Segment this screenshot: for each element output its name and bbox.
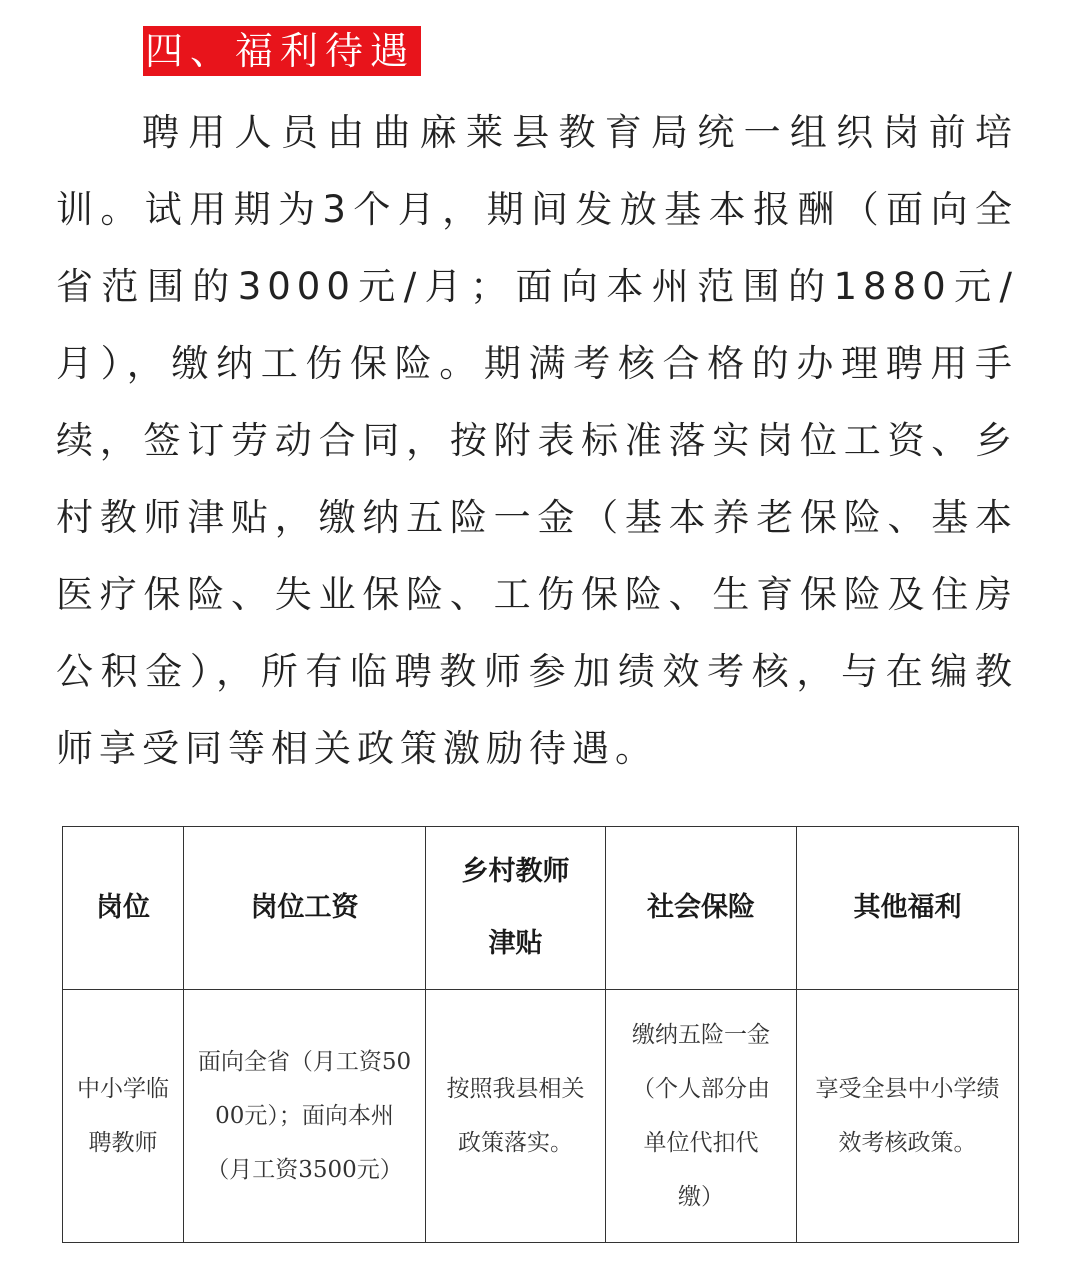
table-header-row — [63, 827, 1019, 990]
header-social-insurance: 社会保险 — [606, 827, 797, 990]
section-heading: 四、福利待遇 — [143, 26, 421, 76]
header-other-benefits: 其他福利 — [797, 827, 1019, 990]
cell-social-insurance: 缴纳五险一金（个人部分由单位代扣代缴） — [606, 990, 797, 1243]
header-salary: 岗位工资 — [184, 827, 426, 990]
cell-rural-allowance: 按照我县相关政策落实。 — [426, 990, 606, 1243]
header-rural-allowance: 乡村教师津贴 — [426, 827, 606, 990]
cell-other-benefits: 享受全县中小学绩效考核政策。 — [797, 990, 1019, 1243]
benefits-table — [62, 826, 1019, 1243]
cell-salary: 面向全省（月工资5000元）；面向本州（月工资3500元） — [184, 990, 426, 1243]
header-position: 岗位 — [63, 827, 184, 990]
table-row — [63, 990, 1019, 1243]
benefits-paragraph: 聘用人员由曲麻莱县教育局统一组织岗前培训。试用期为3个月，期间发放基本报酬（面向全省范围的3000元/月；面向本州范围的1880元/月），缴纳工伤保险。期满考核合格的办理聘用手续，签订劳动合同，按附表标准落实岗位工资、乡村教师津贴，缴纳五险一金（基本养老保险、基本医疗保险、失业保险、工伤保险、生育保险及住房公积金），所有临聘教师参加绩效考核，与在编教师享受同等相关政策激励待遇。 — [56, 111, 1018, 770]
cell-position: 中小学临聘教师 — [63, 990, 184, 1243]
